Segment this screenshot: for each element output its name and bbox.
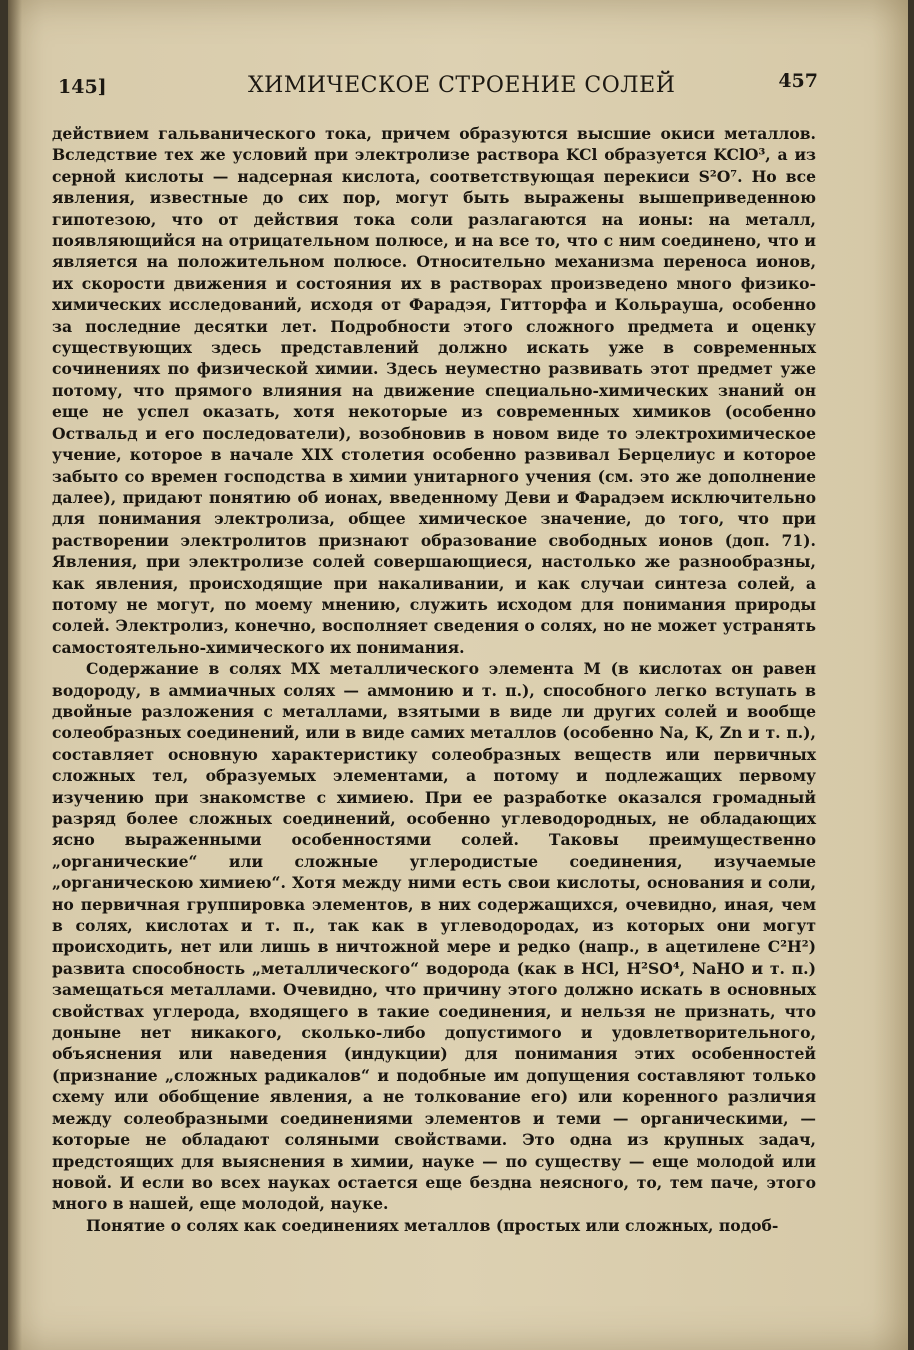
paragraph-1: действием гальванического тока, причем образуются высшие окиси металлов. Вследствие тех же условий при электролизе раствора KCl образуется KClO³, а из серной кислоты — надсерная кислота, соответствующая перекиси S²O⁷. Но все явления, известные до сих пор, могут быть выражены вышеприведенною гипотезою, что от действия тока соли разлагаются на ионы: на металл, появляющийся на отрицательном полюсе, и на все то, что с ним соединено, что и является на положительном полюсе. Относительно механизма переноса ионов, их скорости движения и состояния их в растворах произведено много физико-химических исследований, исходя от Фарадэя, Гитторфа и Кольрауша, особенно за последние десятки лет. Подробности этого сложного предмета и оценку существующих здесь представлений должно искать уже в современных сочинениях по физической химии. Здесь неуместно развивать этот предмет уже потому, что прямого влияния на движение специально-химических знаний он еще не успел оказать, хотя некоторые из современных химиков (особенно Оствальд и его последователи), возобновив в новом виде то электрохимическое учение, которое в начале XIX столетия особенно развивал Берцелиус и которое забыто со времен господства в химии унитарного учения (см. это же дополнение далее), придают понятию об ионах, введенному Деви и Фарадэем исключительно для понимания электролиза, общее химическое значение, до того, что при растворении электролитов признают образование свободных ионов (доп. 71). Явления, при электролизе солей совершающиеся, настолько же разнообразны, как явления, происходящие при накаливании, и как случаи синтеза солей, а потому не могут, по моему мнению, служить исходом для понимания природы солей. Электролиз, конечно, восполняет сведения о солях, но не может устранять самостоятельно-химического их понимания. [52,124,816,657]
page-body [52,123,816,1236]
paragraph-3: Понятие о солях как соединениях металлов (простых или сложных, подоб- [86,1215,779,1235]
book-page [8,0,908,1350]
page-number: 457 [778,70,818,92]
section-number: 145] [58,76,107,98]
page-header [58,68,818,102]
running-title: ХИМИЧЕСКОЕ СТРОЕНИЕ СОЛЕЙ [248,73,676,98]
paragraph-2: Содержание в солях MX металлического элемента M (в кислотах он равен водороду, в аммиачных солях — аммонию и т. п.), способного легко вступать в двойные разложения с металлами, взятыми в виде ли других солей и вообще солеобразных соединений, или в виде самих металлов (особенно Na, K, Zn и т. п.), составляет основную характеристику солеобразных веществ или первичных сложных тел, образуемых элементами, а потому и подлежащих первому изучению при знакомстве с химиею. При ее разработке оказался громадный разряд более сложных соединений, особенно углеводородных, не обладающих ясно выраженными особенностями солей. Таковы преимущественно „органические“ или сложные углеродистые соединения, изучаемые „органическою химиею“. Хотя между ними есть свои кислоты, основания и соли, но первичная группировка элементов, в них содержащихся, очевидно, иная, чем в солях, кислотах и т. п., так как в углеводородах, из которых они могут происходить, нет или лишь в ничтожной мере и редко (напр., в ацетилене C²H²) развита способность „металлического“ водорода (как в HCl, H²SO⁴, NaHO и т. п.) замещаться металлами. Очевидно, что причину этого должно искать в основных свойствах углерода, входящего в такие соединения, и нельзя не признать, что доныне нет никакого, сколько-либо допустимого и удовлетворительного, объяснения или наведения (индукции) для понимания этих особенностей (признание „сложных радикалов“ и подобные им допущения составляют только схему или обобщение явления, а не толкование его) или коренного различия между солеобразными соединениями элементов и теми — органическими, — которые не обладают соляными свойствами. Это одна из крупных задач, предстоящих для выяснения в химии, науке — по существу — еще молодой или новой. И если во всех науках остается еще бездна неясного, то, тем паче, этого много в нашей, еще молодой, науке. [52,659,816,1214]
page-fold-shadow [8,0,22,1350]
